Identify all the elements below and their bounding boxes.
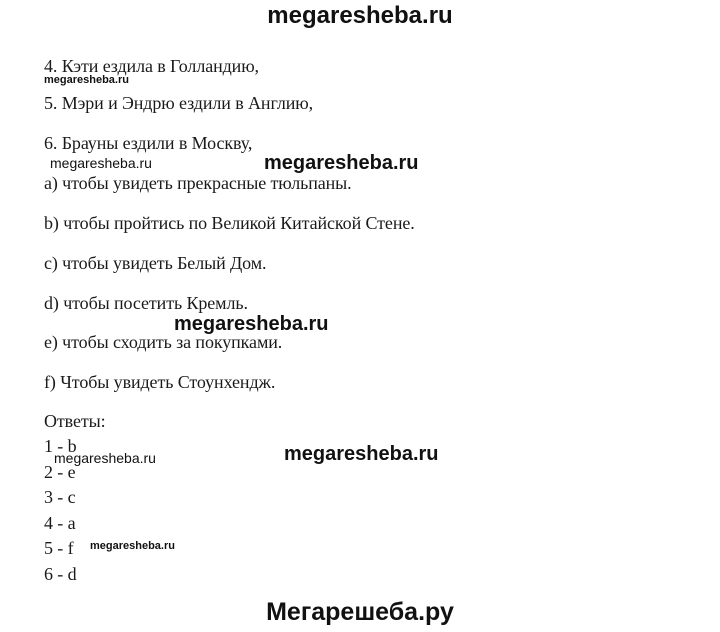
purpose-c: c) чтобы увидеть Белый Дом. <box>44 253 267 273</box>
watermark: megaresheba.ru <box>44 74 129 86</box>
purpose-b: b) чтобы пройтись по Великой Китайской Стене. <box>44 213 415 233</box>
answer-6: 6 - d <box>44 564 77 584</box>
purpose-a: a) чтобы увидеть прекрасные тюльпаны. <box>44 173 352 193</box>
site-footer: Мегарешеба.ру <box>266 598 454 626</box>
answers-title: Ответы: <box>44 411 106 431</box>
purpose-f: f) Чтобы увидеть Стоунхендж. <box>44 372 276 392</box>
watermark: megaresheba.ru <box>284 443 439 465</box>
answer-1: 1 - b <box>44 436 77 456</box>
purpose-d: d) чтобы посетить Кремль. <box>44 293 248 313</box>
watermark: megaresheba.ru <box>174 313 329 335</box>
answer-3: 3 - c <box>44 487 76 507</box>
item-4: 4. Кэти ездила в Голландию, <box>44 56 259 76</box>
watermark: megaresheba.ru <box>90 540 175 552</box>
watermark: megaresheba.ru <box>264 152 419 174</box>
answer-4: 4 - a <box>44 513 76 533</box>
answer-2: 2 - e <box>44 462 76 482</box>
answer-5: 5 - f <box>44 538 74 558</box>
watermark: megaresheba.ru <box>54 450 156 466</box>
item-6: 6. Брауны ездили в Москву, <box>44 133 253 153</box>
purpose-e: e) чтобы сходить за покупками. <box>44 332 283 352</box>
item-5: 5. Мэри и Эндрю ездили в Англию, <box>44 93 313 113</box>
watermark: megaresheba.ru <box>50 155 152 171</box>
site-header: megaresheba.ru <box>267 2 453 29</box>
